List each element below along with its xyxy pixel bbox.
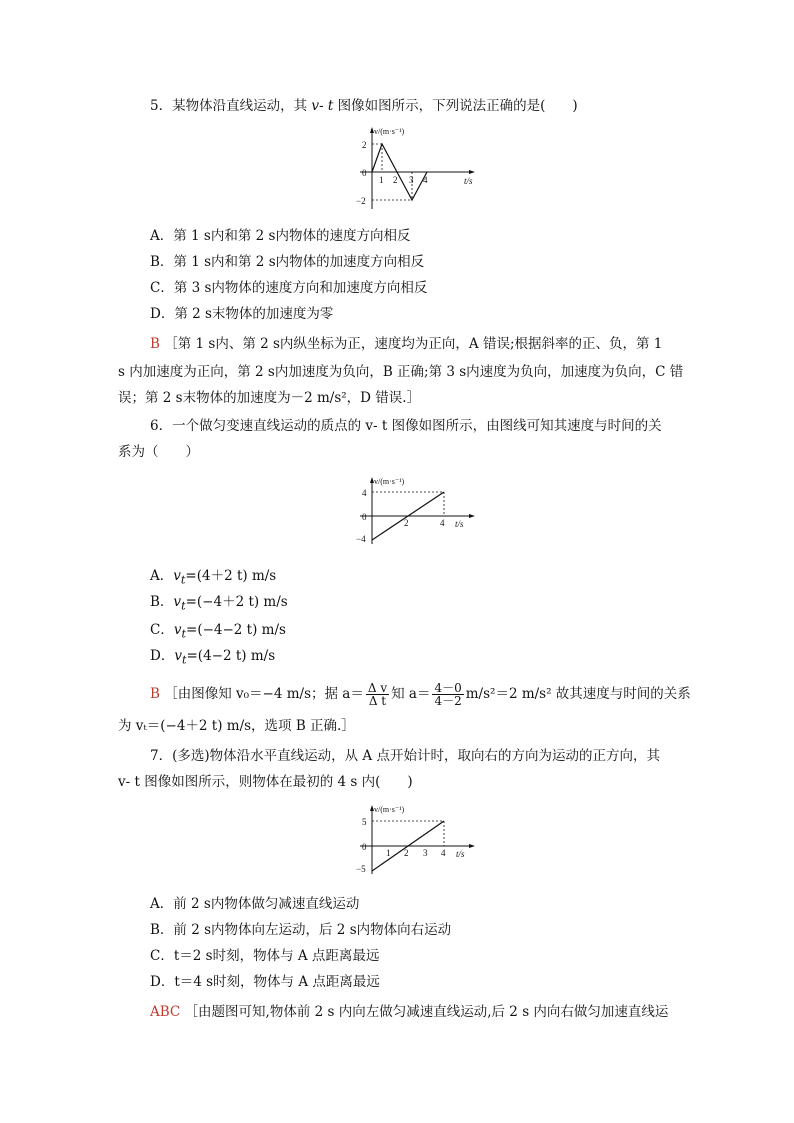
- q6-option-d-sub: t: [181, 653, 187, 667]
- q7-ytick-5: 5: [362, 817, 367, 827]
- q7-ytick-0: 0: [362, 842, 367, 852]
- q5-option-b: B．第 1 s内和第 2 s内物体的加速度方向相反: [150, 254, 425, 270]
- q5-xtick-1: 1: [379, 175, 384, 185]
- q7-option-d: D．t＝4 s时刻，物体与 A 点距离最远: [150, 974, 380, 990]
- q6-option-d-letter: D．: [150, 648, 175, 664]
- q6-option-b-rest: =(−4＋2 t) m/s: [185, 594, 288, 610]
- q6-option-d: [150, 646, 275, 671]
- q6-option-a-sub: t: [180, 573, 186, 587]
- q7-x-arrow: [469, 844, 475, 848]
- q5-xtick-4: 4: [423, 175, 428, 185]
- q7-stem-line1: 7．(多选)物体沿水平直线运动，从 A 点开始计时，取向右的方向为运动的正方向，其: [150, 748, 660, 764]
- q5-stem-t: t: [327, 98, 334, 114]
- q6-frac1-den: Δ t: [368, 694, 387, 708]
- q7-answer-letter: ABC: [150, 1004, 181, 1020]
- q5-ytick-2: 2: [362, 140, 367, 150]
- q6-option-a-letter: A．: [150, 568, 174, 584]
- q7-stem-line2: v- t 图像如图所示，则物体在最初的 4 s 内( ): [118, 774, 413, 790]
- q7-option-a: A．前 2 s内物体做匀减速直线运动: [150, 896, 360, 912]
- q5-answer-line3: 误；第 2 s末物体的加速度为－2 m/s²，D 错误.］: [118, 390, 421, 406]
- q6-option-a: [150, 566, 276, 591]
- q7-ylabel: v/(m·s⁻¹): [374, 805, 405, 814]
- q5-answer-line2: s 内加速度为正向，第 2 s内加速度为负向，B 正确;第 3 s内速度为负向，加速度为负向，C 错: [118, 364, 684, 380]
- q6-ytick-4: 4: [362, 488, 367, 498]
- q6-option-b: [150, 592, 288, 617]
- q5-stem-rest: 图像如图所示，下列说法正确的是( ): [333, 98, 578, 114]
- q5-stem-dash: -: [319, 98, 328, 114]
- q5-xtick-2: 2: [393, 175, 398, 185]
- q5-option-c: C．第 3 s内物体的速度方向和加速度方向相反: [150, 280, 428, 296]
- q6-xtick-2: 2: [404, 518, 409, 528]
- q5-answer-letter: B: [150, 336, 160, 352]
- q5-option-a: A．第 1 s内和第 2 s内物体的速度方向相反: [150, 228, 411, 244]
- q6-option-b-sub: t: [181, 599, 186, 613]
- q7-answer-line1: [150, 1002, 668, 1022]
- q6-vt-graph: [352, 474, 482, 550]
- q5-stem-v: v: [311, 98, 320, 114]
- q6-option-c-v: v: [173, 622, 182, 638]
- q7-xlabel: t/s: [456, 849, 465, 859]
- q6-stem-line2: 系为（ ）: [118, 444, 199, 460]
- q5-x-arrow: [469, 170, 475, 174]
- q6-answer-text-c: m/s²＝2 m/s² 故其速度与时间的关系: [465, 686, 691, 702]
- q7-answer-text1: ［由题图可知,物体前 2 s 内向左做匀减速直线运动,后 2 s 内向右做匀加速直线运: [184, 1004, 669, 1020]
- q5-xlabel: t/s: [464, 176, 473, 186]
- q6-option-d-v: v: [174, 648, 182, 664]
- q6-answer-line1: [150, 680, 691, 708]
- q7-vt-graph: [352, 802, 482, 878]
- q6-option-a-v: v: [173, 568, 181, 584]
- q6-answer-text-b: 知 a＝: [391, 686, 431, 702]
- q5-answer-text1: ［第 1 s内、第 2 s内纵坐标为正，速度均为正向，A 错误;根据斜率的正、负，第 1: [164, 336, 663, 352]
- q6-option-c-sub: t: [181, 627, 187, 641]
- q5-answer-line1: [150, 334, 662, 354]
- q5-stem-text: 5．某物体沿直线运动，其: [150, 98, 312, 114]
- q6-option-a-rest: =(4＋2 t) m/s: [185, 568, 277, 584]
- q6-option-c-letter: C．: [150, 622, 174, 638]
- q6-answer-text-a: ［由图像知 v₀＝−4 m/s；据 a＝: [164, 686, 364, 702]
- q7-xtick-3: 3: [423, 848, 428, 858]
- q6-frac1-num: Δ v: [367, 681, 388, 695]
- q5-xtick-3: 3: [409, 175, 414, 185]
- q6-ytick-0: 0: [362, 512, 367, 522]
- q6-answer-line2: 为 vₜ＝(−4＋2 t) m/s，选项 B 正确.］: [118, 718, 355, 734]
- q7-xtick-2: 2: [404, 848, 409, 858]
- q6-xlabel: t/s: [455, 519, 464, 529]
- q5-vt-graph: [352, 124, 482, 216]
- q6-xtick-4: 4: [440, 518, 445, 528]
- q6-ytick-neg4: −4: [356, 534, 366, 544]
- q6-stem-line1: 6．一个做匀变速直线运动的质点的 v- t 图像如图所示，由图线可知其速度与时间的关: [150, 418, 662, 434]
- q5-ylabel: v/(m·s⁻¹): [374, 127, 405, 136]
- q6-x-arrow: [469, 514, 475, 518]
- q5-option-d: D．第 2 s末物体的加速度为零: [150, 306, 334, 322]
- q7-option-c: C．t＝2 s时刻，物体与 A 点距离最远: [150, 948, 380, 964]
- q6-option-b-v: v: [173, 594, 182, 610]
- q5-ytick-neg2: −2: [356, 196, 366, 206]
- q6-option-c-rest: =(−4−2 t) m/s: [186, 622, 286, 638]
- q6-answer-letter: B: [150, 686, 160, 702]
- q7-xtick-4: 4: [441, 848, 446, 858]
- q6-fraction-delta: [366, 682, 389, 707]
- q6-ylabel: v/(m·s⁻¹): [374, 477, 405, 486]
- q6-frac2-num: 4－0: [434, 681, 462, 695]
- q7-xtick-1: 1: [386, 848, 391, 858]
- q6-fraction-values: [432, 682, 463, 707]
- q7-option-b: B．前 2 s内物体向左运动，后 2 s内物体向右运动: [150, 922, 452, 938]
- q6-option-c: [150, 620, 286, 645]
- q6-option-b-letter: B．: [150, 594, 174, 610]
- q6-option-d-rest: =(4−2 t) m/s: [186, 648, 276, 664]
- q5-stem: [150, 96, 578, 116]
- q7-ytick-neg5: −5: [356, 864, 366, 874]
- q5-ytick-0: 0: [362, 168, 367, 178]
- q6-frac2-den: 4－2: [434, 694, 462, 708]
